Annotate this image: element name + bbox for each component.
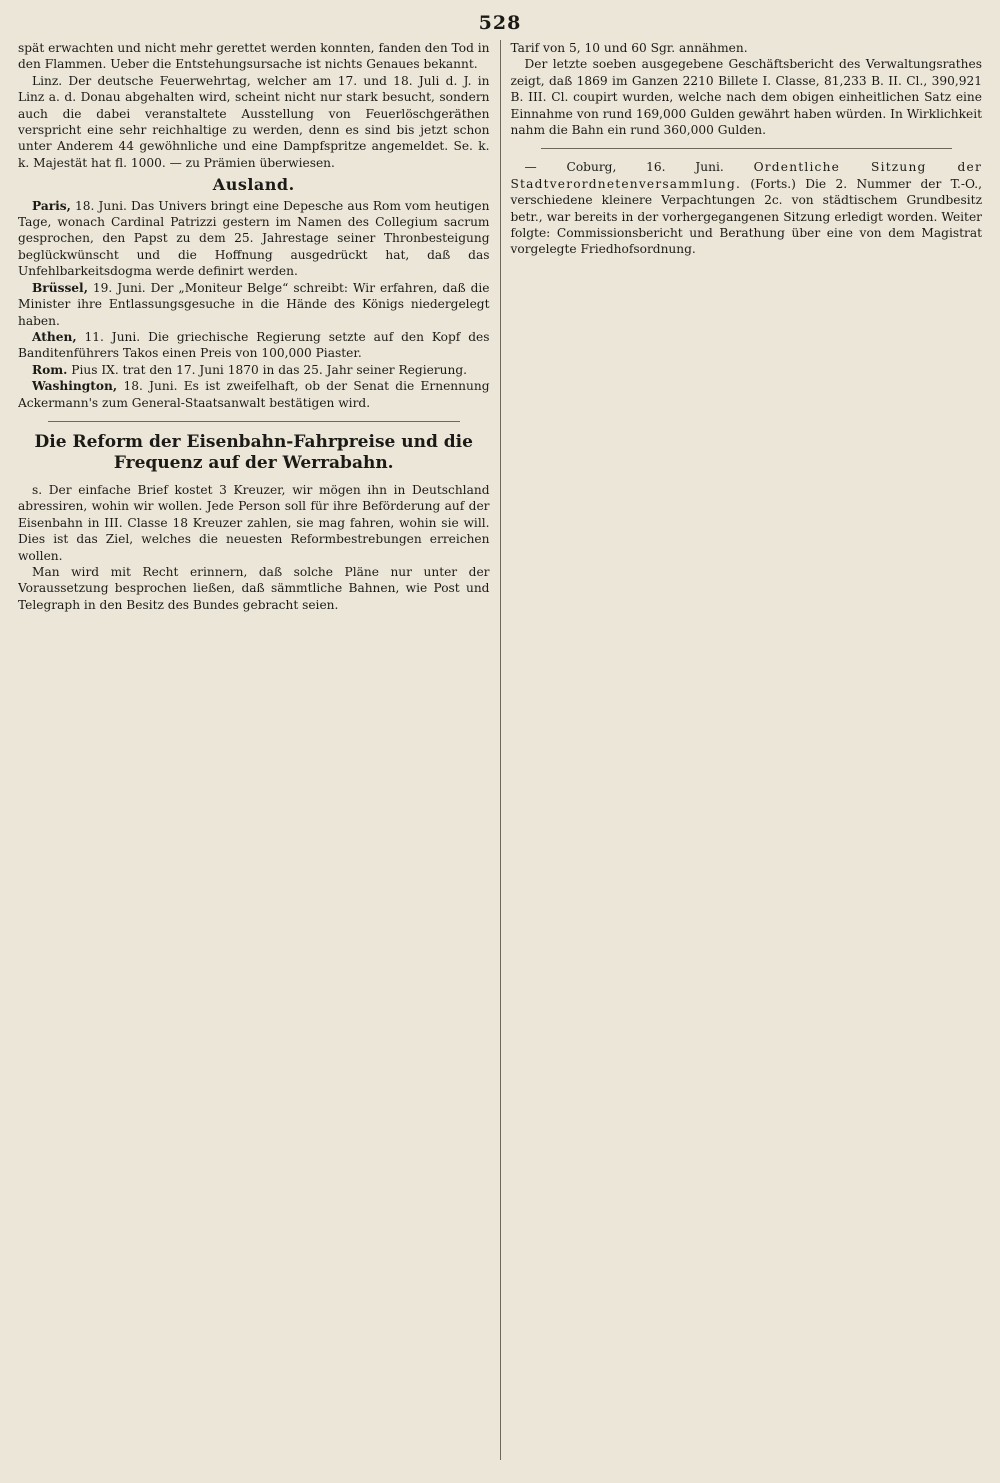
news-item (18, 329, 490, 362)
paragraph: spät erwachten und nicht mehr gerettet werden konnten, fanden den Tod in den Flammen. Ueber die Entstehungsursache ist nichts Genaues bekannt. (18, 41, 490, 72)
news-place: Athen, (32, 329, 77, 344)
news-text: Pius IX. trat den 17. Juni 1870 in das 25. Jahr seiner Regierung. (71, 362, 468, 377)
section-heading: Ausland. (212, 175, 295, 195)
news-item (18, 198, 490, 280)
coburg-dateline: — Coburg, 16. Juni. (524, 160, 724, 175)
coburg-report (511, 159, 983, 257)
news-item (18, 378, 490, 411)
news-place: Rom. (32, 362, 68, 377)
coburg-heading: Ordentliche Sitzung der Stadtverordnetenversammlung. (510, 160, 982, 191)
paragraph: s. Der einfache Brief kostet 3 Kreuzer, wir mögen ihn in Deutschland abressiren, wohin wir wollen. Jede Person soll für ihre Beförderung auf der Eisenbahn in III. Classe 18 Kreuzer zahlen, sie mag fahren, wohin sie will. Dies ist das Ziel, welches die neuesten Reformbestrebungen erreichen wollen. (18, 482, 490, 563)
news-text: 11. Juni. Die griechische Regierung setzte auf den Kopf des Banditenführers Takos einen Preis von 100,000 Piaster. (18, 329, 490, 361)
left-column (18, 40, 501, 1460)
news-text: 18. Juni. Es ist zweifelhaft, ob der Senat die Ernennung Ackermann's zum General-Staatsanwalt bestätigen wird. (18, 379, 490, 410)
paragraph: Linz. Der deutsche Feuerwehrtag, welcher am 17. und 18. Juli d. J. in Linz a. d. Donau abgehalten wird, scheint nicht nur stark besucht, sondern auch die dabei veranstaltete Ausstellung von Feuerlöschgeräthen verspricht eine sehr reichhaltige zu werden, denn es sind bis jetzt schon unter Anderem 44 gewöhnliche und eine Dampfspritze angemeldet. Se. k. k. Majestät hat fl. 1000. — zu Prämien überwiesen. (18, 73, 490, 170)
news-text: 19. Juni. Der „Moniteur Belge“ schreibt: Wir erfahren, daß die Minister ihre Entlassungsgesuche in die Hände des Königs niedergelegt haben. (18, 280, 490, 328)
news-text: 18. Juni. Das Univers bringt eine Depesche aus Rom vom heutigen Tage, wonach Cardinal Patrizzi gestern im Namen des Collegium sacrum gesprochen, den Papst zu dem 25. Jahrestage seiner Thronbesteigung beglückwünscht und die Hoffnung ausgedrückt hat, daß das Unfehlbarkeitsdogma werde definirt werden. (18, 198, 490, 279)
right-column (501, 40, 983, 1460)
news-item (18, 362, 490, 378)
news-place: Paris, (32, 198, 71, 213)
news-place: Brüssel, (32, 280, 88, 295)
paragraph: Tarif von 5, 10 und 60 Sgr. annähmen. (510, 41, 748, 55)
divider (541, 148, 953, 149)
article-title: Die Reform der Eisenbahn-Fahrpreise und die Frequenz auf der Werrabahn. (34, 431, 473, 473)
news-item (18, 280, 490, 329)
page-number: 528 (478, 12, 522, 34)
news-place: Washington, (32, 379, 118, 394)
paragraph: Man wird mit Recht erinnern, daß solche Pläne nur unter der Voraussetzung besprochen ließen, daß sämmtliche Bahnen, wie Post und Telegraph in den Besitz des Bundes gebracht seien. (18, 564, 490, 612)
columns (18, 40, 982, 1460)
coburg-text: (Forts.) Die 2. Nummer der T.-O., verschiedene kleinere Verpachtungen 2c. von städtischem Grundbesitz betr., war bereits in der vorhergegangenen Sitzung erledigt worden. Weiter folgte: Commissionsbericht und Berathung über eine von dem Magistrat vorgelegte Friedhofsordnung. (510, 176, 982, 257)
divider (48, 421, 460, 422)
paragraph: Der letzte soeben ausgegebene Geschäftsbericht des Verwaltungsrathes zeigt, daß 1869 im Ganzen 2210 Billete I. Classe, 81,233 B. II. Cl., 390,921 B. III. Cl. coupirt wurden, welche nach dem obigen einheitlichen Satz eine Einnahme von rund 169,000 Gulden gewährt haben würden. In Wirklichkeit nahm die Bahn ein rund 360,000 Gulden. (510, 57, 982, 138)
